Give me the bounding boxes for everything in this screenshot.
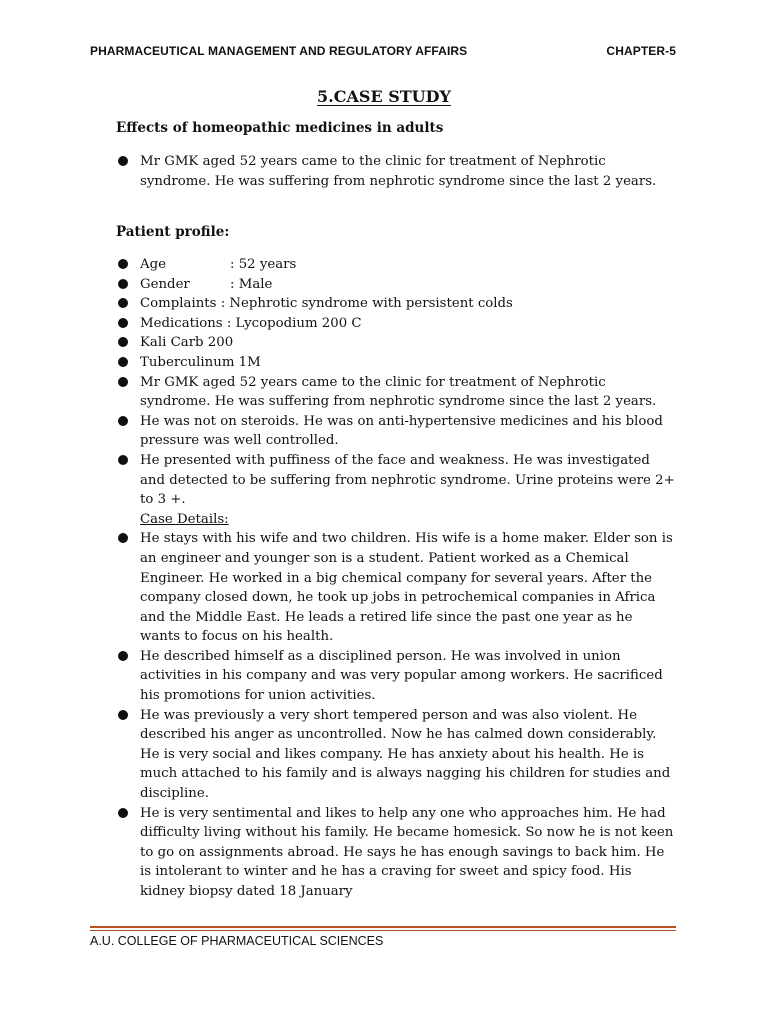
bullet-icon [118,259,128,269]
header-course-title: PHARMACEUTICAL MANAGEMENT AND REGULATORY AFFAIRS [90,44,468,58]
list-item-medication-2: Kali Carb 200 [116,333,676,353]
list-item-gender: Gender : Male [116,275,676,295]
footer-divider [90,926,676,928]
list-item: He described himself as a disciplined person. He was involved in union activities in his company and was very popular among workers. He sacrificed his promotions for union activities. [116,647,676,706]
list-item: Mr GMK aged 52 years came to the clinic for treatment of Nephrotic syndrome. He was suffering from nephrotic syndrome since the last 2 years. [116,373,676,412]
bullet-icon [118,710,128,720]
bullet-icon [118,337,128,347]
list-item: He presented with puffiness of the face and weakness. He was investigated and detected to be suffering from nephrotic syndrome. Urine proteins were 2+ to 3 +. [116,451,676,510]
bullet-icon [118,298,128,308]
bullet-icon [118,318,128,328]
bullet-icon [118,651,128,661]
list-item-medication-3: Tuberculinum 1M [116,353,676,373]
case-details-heading: Case Details: [140,511,229,527]
bullet-icon [118,377,128,387]
list-item-age: Age : 52 years [116,255,676,275]
page-title: 5.CASE STUDY [317,87,451,106]
list-item-complaints: Complaints : Nephrotic syndrome with persistent colds [116,294,676,314]
bullet-icon [118,808,128,818]
bullet-icon [118,416,128,426]
bullet-icon [118,279,128,289]
bullet-icon [118,455,128,465]
list-item: He was not on steroids. He was on anti-hypertensive medicines and his blood pressure was well controlled. [116,412,676,451]
list-item: He stays with his wife and two children. His wife is a home maker. Elder son is an engineer and younger son is a student. Patient worked as a Chemical Engineer. He worked in a big chemical company for several years. After the company closed down, he took up jobs in petrochemical companies in Africa and the Middle East. He leads a retired life since the past one year as he wants to focus on his health. [116,529,676,647]
page-footer: A.U. COLLEGE OF PHARMACEUTICAL SCIENCES [90,934,384,948]
footer-divider-thin [90,930,676,931]
bullet-icon [118,533,128,543]
list-item: Mr GMK aged 52 years came to the clinic for treatment of Nephrotic syndrome. He was suffering from nephrotic syndrome since the last 2 years. [116,152,676,191]
list-item: He is very sentimental and likes to help any one who approaches him. He had difficulty living without his family. He became homesick. So now he is not keen to go on assignments abroad. He says he has enough savings to back him. He is intolerant to winter and he has a craving for sweet and spicy food. His kidney biopsy dated 18 January [116,804,676,902]
section-subtitle: Effects of homeopathic medicines in adults [116,120,444,136]
list-item: He was previously a very short tempered person and was also violent. He described his anger as uncontrolled. Now he has calmed down considerably. He is very social and likes company. He has anxiety about his health. He is much attached to his family and is always nagging his children for studies and discipline. [116,706,676,804]
profile-heading: Patient profile: [116,224,230,240]
list-item-medications: Medications : Lycopodium 200 C [116,314,676,334]
bullet-icon [118,156,128,166]
header-chapter: CHAPTER-5 [606,44,676,58]
intro-list [116,152,676,191]
profile-list [116,255,676,902]
bullet-icon [118,357,128,367]
